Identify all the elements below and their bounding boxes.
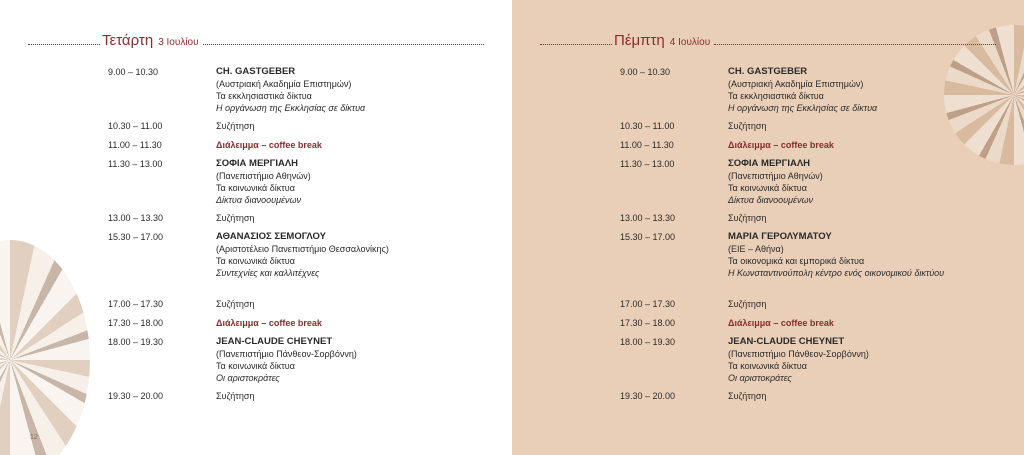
day-title: Πέμπτη (614, 32, 665, 49)
speaker-affiliation: (Πανεπιστήμιο Αθηνών) (728, 171, 823, 181)
day-date: 3 Ιουλίου (158, 37, 199, 48)
dotted-rule (714, 43, 996, 45)
session-description (728, 120, 1020, 132)
schedule-row (108, 336, 508, 384)
time-slot: 15.30 – 17.00 (108, 232, 164, 242)
schedule-row (620, 158, 1020, 206)
schedule-row (620, 66, 1020, 114)
speaker-name: ΑΘΑΝΑΣΙΟΣ ΣΕΜΟΓΛΟΥ (216, 231, 326, 242)
discussion-label: Συζήτηση (728, 299, 767, 309)
speaker-affiliation: (Αριστοτέλειο Πανεπιστήμιο Θεσσαλονίκης) (216, 244, 389, 254)
time-slot: 19.30 – 20.00 (108, 391, 164, 401)
speaker-name: ΜΑΡΙΑ ΓΕΡΟΛΥΜΑΤΟΥ (728, 231, 832, 242)
schedule-row (620, 120, 1020, 132)
schedule-row (108, 158, 508, 206)
speaker-affiliation: (Πανεπιστήμιο Αθηνών) (216, 171, 311, 181)
day-title: Τετάρτη (102, 32, 154, 49)
session-subtopic: Η Κωνσταντινούπολη κέντρο ενός οικονομικού δικτύου (728, 268, 945, 278)
session-topic: Τα εκκλησιαστικά δίκτυα (728, 91, 824, 101)
schedule-row (108, 139, 508, 151)
session-topic: Τα οικονομικά και εμπορικά δίκτυα (728, 256, 865, 266)
session-description (216, 158, 508, 206)
schedule-row (620, 336, 1020, 384)
time-slot: 11.00 – 11.30 (108, 140, 162, 150)
coffee-break-label: Διάλειμμα – coffee break (216, 318, 322, 328)
discussion-label: Συζήτηση (728, 391, 767, 401)
dotted-rule (203, 43, 484, 45)
schedule-row (620, 317, 1020, 329)
time-slot: 13.00 – 13.30 (620, 213, 676, 223)
mosaic-decoration (0, 240, 90, 455)
speaker-name: CH. GASTGEBER (728, 66, 808, 77)
dotted-rule (540, 43, 612, 45)
time-slot: 18.00 – 19.30 (108, 337, 164, 347)
speaker-affiliation: (ΕΙΕ – Αθήνα) (728, 244, 784, 254)
right-page (512, 0, 1024, 455)
coffee-break-label: Διάλειμμα – coffee break (216, 140, 322, 150)
speaker-affiliation: (Πανεπιστήμιο Πάνθεον-Σορβόννη) (728, 349, 869, 359)
speaker-name: CH. GASTGEBER (216, 66, 296, 77)
time-slot: 9.00 – 10.30 (108, 67, 159, 77)
session-description (216, 390, 508, 402)
coffee-break-label: Διάλειμμα – coffee break (728, 318, 834, 328)
speaker-name: JEAN-CLAUDE CHEYNET (728, 336, 845, 347)
schedule (620, 66, 1020, 409)
session-description (216, 212, 508, 224)
day-date: 4 Ιουλίου (669, 37, 711, 48)
time-slot: 15.30 – 17.00 (620, 232, 676, 242)
time-slot: 9.00 – 10.30 (620, 67, 671, 77)
time-slot: 17.00 – 17.30 (108, 299, 164, 309)
day-header (28, 32, 484, 49)
session-description (216, 120, 508, 132)
schedule-row (620, 212, 1020, 224)
schedule-row (108, 66, 508, 114)
session-topic: Τα κοινωνικά δίκτυα (728, 183, 807, 193)
speaker-affiliation: (Αυστριακή Ακαδημία Επιστημών) (728, 79, 864, 89)
schedule-row (620, 139, 1020, 151)
time-slot: 10.30 – 11.00 (620, 121, 675, 131)
session-description (728, 317, 1020, 329)
speaker-name: JEAN-CLAUDE CHEYNET (216, 336, 333, 347)
discussion-label: Συζήτηση (216, 121, 255, 131)
schedule-row (108, 298, 508, 310)
schedule-row (108, 390, 508, 402)
schedule-row (108, 120, 508, 132)
speaker-affiliation: (Πανεπιστήμιο Πάνθεον-Σορβόννη) (216, 349, 357, 359)
session-subtopic: Η οργάνωση της Εκκλησίας σε δίκτυα (216, 103, 366, 113)
speaker-name: ΣΟΦΙΑ ΜΕΡΓΙΑΛΗ (216, 158, 299, 169)
session-topic: Τα κοινωνικά δίκτυα (728, 361, 807, 371)
session-description (216, 231, 508, 279)
session-description (216, 66, 508, 114)
day-header (540, 32, 996, 49)
session-subtopic: Δίκτυα διανοουμένων (728, 195, 813, 205)
speaker-affiliation: (Αυστριακή Ακαδημία Επιστημών) (216, 79, 352, 89)
schedule (108, 66, 508, 409)
session-description (728, 212, 1020, 224)
time-slot: 10.30 – 11.00 (108, 121, 163, 131)
discussion-label: Συζήτηση (216, 391, 255, 401)
time-slot: 11.30 – 13.00 (108, 159, 163, 169)
session-description (728, 158, 1020, 206)
session-description (728, 298, 1020, 310)
time-slot: 18.00 – 19.30 (620, 337, 676, 347)
session-topic: Τα κοινωνικά δίκτυα (216, 361, 295, 371)
session-topic: Τα κοινωνικά δίκτυα (216, 256, 295, 266)
time-slot: 11.30 – 13.00 (620, 159, 675, 169)
session-subtopic: Οι αριστοκράτες (216, 373, 280, 383)
session-description (216, 317, 508, 329)
session-subtopic: Συντεχνίες και καλλιτέχνες (216, 268, 320, 278)
discussion-label: Συζήτηση (216, 213, 255, 223)
session-description (728, 66, 1020, 114)
session-subtopic: Οι αριστοκράτες (728, 373, 792, 383)
discussion-label: Συζήτηση (216, 299, 255, 309)
session-description (728, 336, 1020, 384)
time-slot: 11.00 – 11.30 (620, 140, 674, 150)
session-topic: Τα εκκλησιαστικά δίκτυα (216, 91, 312, 101)
schedule-row (620, 231, 1020, 279)
time-slot: 17.00 – 17.30 (620, 299, 676, 309)
session-description (216, 336, 508, 384)
session-subtopic: Δίκτυα διανοουμένων (216, 195, 301, 205)
session-description (728, 139, 1020, 151)
session-description (216, 139, 508, 151)
schedule-row (620, 298, 1020, 310)
schedule-row (108, 317, 508, 329)
time-slot: 13.00 – 13.30 (108, 213, 164, 223)
session-subtopic: Η οργάνωση της Εκκλησίας σε δίκτυα (728, 103, 878, 113)
time-slot: 17.30 – 18.00 (620, 318, 676, 328)
session-topic: Τα κοινωνικά δίκτυα (216, 183, 295, 193)
time-slot: 19.30 – 20.00 (620, 391, 676, 401)
page-number: 12 (30, 434, 38, 441)
coffee-break-label: Διάλειμμα – coffee break (728, 140, 834, 150)
schedule-row (108, 231, 508, 279)
session-description (728, 390, 1020, 402)
discussion-label: Συζήτηση (728, 121, 767, 131)
schedule-row (620, 390, 1020, 402)
time-slot: 17.30 – 18.00 (108, 318, 164, 328)
session-description (216, 298, 508, 310)
speaker-name: ΣΟΦΙΑ ΜΕΡΓΙΑΛΗ (728, 158, 811, 169)
schedule-row (108, 212, 508, 224)
dotted-rule (28, 43, 100, 45)
discussion-label: Συζήτηση (728, 213, 767, 223)
session-description (728, 231, 1020, 279)
